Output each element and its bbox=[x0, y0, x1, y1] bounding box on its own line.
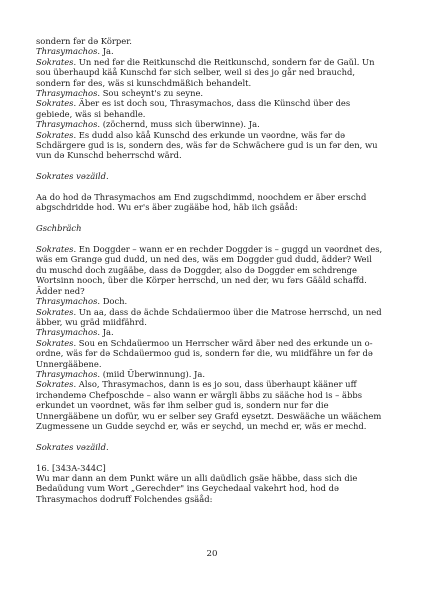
speaker-name: Sokrates. bbox=[36, 56, 77, 67]
line-text: En Doggder – wann er en rechder Doggder is – guggd un vəordnet des, bbox=[76, 244, 383, 255]
paragraph-4 bbox=[36, 473, 388, 504]
text-line bbox=[36, 36, 388, 46]
speaker-name: Thrasymachos. bbox=[36, 46, 101, 57]
line-text: Un aa, dass də ächde Schdaüermoo über die Matrose herrschd, un ned bbox=[76, 306, 382, 317]
text-line bbox=[36, 109, 388, 119]
line-text: sondern fər des, wäs si kunschdmäßich behandelt. bbox=[36, 77, 252, 88]
page-number: 20 bbox=[206, 549, 218, 559]
line-text: Sou en Schdaüermoo un Herrscher wärd äber ned des erkunde un o- bbox=[76, 337, 373, 348]
line-text: Schdärgere gud is is, sondern des, wäs fər də Schwächere gud is un fər den, wu bbox=[36, 140, 378, 151]
line-text: ordne, wäs fər də Schdaüermoo gud is, sondern fər die, wu miidfähre un fər də bbox=[36, 348, 373, 359]
section-heading: Gschbräch bbox=[36, 223, 82, 234]
text-line bbox=[36, 400, 388, 410]
narration-line-2: Sokrates vəzäild. bbox=[36, 441, 109, 452]
line-text: du muschd doch zugääbe, dass də Doggder, also də Doggder em schdrenge bbox=[36, 264, 357, 275]
line-text: Unnergääbene un dofür, wu er selber sey Grafd eysetzt. Deswääche un wäächem bbox=[36, 410, 382, 421]
text-line bbox=[36, 78, 388, 88]
line-text: irchəndemə Chefposchde – also wann er wärgli äbbs zu sääche hod is – äbbs bbox=[36, 389, 363, 400]
speaker-name: Sokrates. bbox=[36, 306, 77, 317]
line-text: Es dudd also käå Kunschd des erkunde un vəordne, wäs fər də bbox=[76, 129, 346, 140]
speaker-name: Sokrates. bbox=[36, 337, 77, 348]
speaker-name: Sokrates. bbox=[36, 129, 77, 140]
text-line bbox=[36, 369, 388, 379]
text-line bbox=[36, 46, 388, 56]
text-line bbox=[36, 254, 388, 264]
text-line bbox=[36, 244, 388, 254]
line-text: sou überhaupd käå Kunschd fər sich selber, weil si des jo går ned brauchd, bbox=[36, 67, 355, 78]
text-line bbox=[36, 275, 388, 285]
speaker-name: Thrasymachos. bbox=[36, 119, 101, 130]
line-text: Ädder ned? bbox=[36, 285, 85, 296]
narration-line-1: Sokrates vəzäild. bbox=[36, 171, 109, 182]
speaker-name: Sokrates. bbox=[36, 98, 77, 109]
text-line bbox=[36, 98, 388, 108]
document-body bbox=[36, 36, 388, 504]
text-line bbox=[36, 119, 388, 129]
speaker-name: Thrasymachos. bbox=[36, 296, 101, 307]
text-line bbox=[36, 390, 388, 400]
line-text: gebiede, wäs si behandle. bbox=[36, 108, 146, 119]
line-text: (zöchernd, muss sich überwinne). Ja. bbox=[100, 119, 260, 130]
chapter-heading: 16. [343A-344C] bbox=[36, 462, 106, 473]
speaker-name: Sokrates. bbox=[36, 244, 77, 255]
line-text: Doch. bbox=[100, 296, 128, 307]
paragraph-1 bbox=[36, 36, 388, 161]
paragraph-3 bbox=[36, 244, 388, 431]
line-text: erkundet un vəordnet, wäs fər ihm selber gud is, sondern nur fər die bbox=[36, 400, 329, 411]
text-line: Aa do hod də Thrasymachos am End zugschdimmd, noochdem er äber erschd bbox=[36, 192, 367, 203]
text-line bbox=[36, 150, 388, 160]
line-text: Zugmessene un Gudde seychd er, wäs er seychd, un mechd er, wäs er mechd. bbox=[36, 420, 367, 431]
text-line: Bedaüdung vum Wort „Gerechder" ins Geychedaal vakehrt hod, hod də bbox=[36, 483, 339, 494]
line-text: sondern fər də Körper. bbox=[36, 36, 132, 46]
text-line bbox=[36, 265, 388, 275]
text-line bbox=[36, 286, 388, 296]
text-line bbox=[36, 296, 388, 306]
line-text: wäs em Grangə gud dudd, un ned des, wäs em Doggder gud dudd, ädder? Weil bbox=[36, 254, 372, 265]
line-text: Ja. bbox=[100, 46, 114, 57]
line-text: Also, Thrasymachos, dann is es jo sou, dass überhaupt kääner uff bbox=[76, 379, 357, 390]
text-line bbox=[36, 317, 388, 327]
line-text: (miid Überwinnung). Ja. bbox=[100, 368, 206, 379]
text-line bbox=[36, 338, 388, 348]
line-text: Wortsinn nooch, über die Körper herrschd, un ned der, wu fərs Gääld schaffd. bbox=[36, 275, 367, 286]
line-text: Un ned fər die Reitkunschd die Reitkunschd, sondern fər de Gaŭl. Un bbox=[76, 56, 375, 67]
speaker-name: Thrasymachos. bbox=[36, 88, 101, 99]
text-line bbox=[36, 348, 388, 358]
text-line bbox=[36, 379, 388, 389]
text-line: Thrasymachos dodruff Folchendes gsäåd: bbox=[36, 493, 213, 504]
line-text: vun də Kunschd beherrschd wärd. bbox=[36, 150, 182, 161]
text-line: abgschdridde hod. Wu er's äber zugääbe hod, häb iich gsäåd: bbox=[36, 202, 298, 213]
paragraph-2 bbox=[36, 192, 388, 213]
text-line bbox=[36, 67, 388, 77]
speaker-name: Sokrates. bbox=[36, 379, 77, 390]
speaker-name: Thrasymachos. bbox=[36, 327, 101, 338]
text-line bbox=[36, 88, 388, 98]
text-line bbox=[36, 327, 388, 337]
line-text: Äber es ist doch sou, Thrasymachos, dass die Künschd über des bbox=[76, 98, 351, 109]
text-line: Wu mar dann an dem Punkt wäre un alli daüdlich gsäe häbbe, dass sich die bbox=[36, 472, 358, 483]
line-text: äbber, wu gräd miidfährd. bbox=[36, 316, 147, 327]
line-text: Unnergääbene. bbox=[36, 358, 102, 369]
text-line bbox=[36, 140, 388, 150]
speaker-name: Thrasymachos. bbox=[36, 368, 101, 379]
text-line bbox=[36, 307, 388, 317]
text-line bbox=[36, 411, 388, 421]
text-line bbox=[36, 421, 388, 431]
text-line bbox=[36, 57, 388, 67]
text-line bbox=[36, 359, 388, 369]
line-text: Ja. bbox=[100, 327, 114, 338]
text-line bbox=[36, 130, 388, 140]
line-text: Sou scheynt's zu seyne. bbox=[100, 88, 204, 99]
